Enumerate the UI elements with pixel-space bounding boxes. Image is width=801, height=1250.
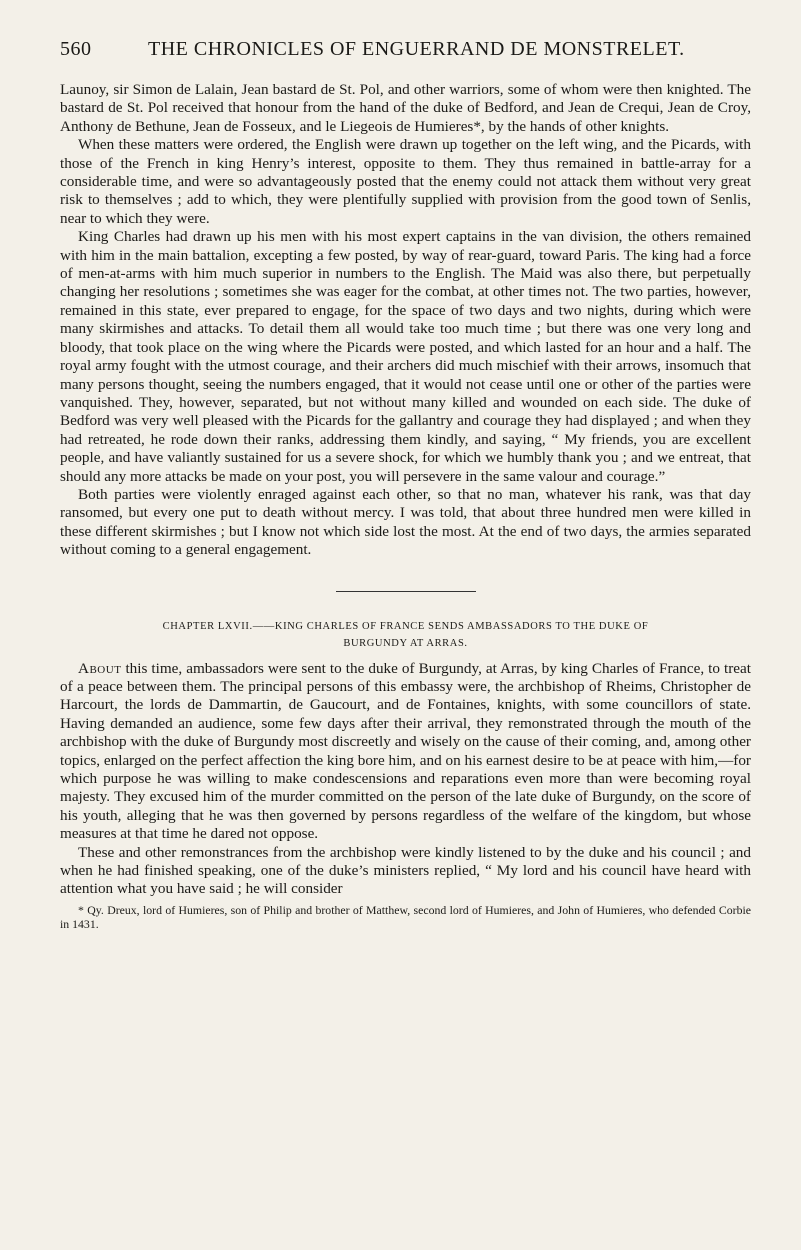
page-number: 560: [60, 38, 92, 60]
opening-word: About: [78, 659, 122, 677]
chapter-heading: [60, 618, 751, 652]
paragraph: Launoy, sir Simon de Lalain, Jean bastard de St. Pol, and other warriors, some of whom were then knighted. The bastard de St. Pol received that honour from the hand of the duke of Bedford, and Jean de Crequi, Jean de Croy, Anthony de Bethune, Jean de Fosseux, and le Liegeois de Humieres*, by the hands of other knights.: [60, 81, 751, 135]
footnote-text: * Qy. Dreux, lord of Humieres, son of Philip and brother of Matthew, second lord of Humieres, and John of Humieres, who defended Corbie in 1431.: [60, 902, 751, 931]
paragraph: These and other remonstrances from the archbishop were kindly listened to by the duke and his council ; and when he had finished speaking, one of the duke’s ministers replied, “ My lord and his council have heard with attention what you have said ; he will consider: [60, 843, 751, 898]
chapter-heading-line: CHAPTER LXVII.——KING CHARLES OF FRANCE SENDS AMBASSADORS TO THE DUKE OF: [162, 620, 649, 632]
chapter-heading-line: BURGUNDY AT ARRAS.: [343, 637, 468, 649]
section-divider: [336, 591, 476, 592]
running-title: THE CHRONICLES OF ENGUERRAND DE MONSTRELET.: [148, 38, 685, 60]
paragraph: Both parties were violently enraged against each other, so that no man, whatever his rank, was that day ransomed, but every one put to death without mercy. I was told, that about three hundred men were killed in these different skirmishes ; but I know not which side lost the most. At the end of two days, the armies separated without coming to a general engagement.: [60, 485, 751, 559]
paragraph: When these matters were ordered, the English were drawn up together on the left wing, and the Picards, with those of the French in king Henry’s interest, opposite to them. They thus remained in battle-array for a considerable time, and were so advantageously posted that the enemy could not attack them without very great risk to themselves ; add to which, they were plentifully supplied with provision from the good town of Senlis, near to which they were.: [60, 136, 751, 227]
chapter-text: [60, 660, 751, 899]
footnote: [60, 903, 751, 931]
page-header: [60, 38, 751, 61]
paragraph: King Charles had drawn up his men with his most expert captains in the van division, the others remained with him in the main battalion, excepting a few posted, by way of rear-guard, toward Paris. The king had a force of men-at-arms with him much superior in numbers to the English. The Maid was also there, but perpetually changing her resolutions ; sometimes she was eager for the combat, at other times not. The two parties, however, remained in this state, ever prepared to engage, for the space of two days and two nights, during which were many skirmishes and attacks. To detail them all would take too much time ; but there was one very long and bloody, that took place on the wing where the Picards were posted, and which lasted for an hour and a half. The royal army fought with the utmost courage, and their archers did much mischief with their arrows, insomuch that many persons thought, seeing the numbers engaged, that it would not cease until one or other of the parties were vanquished. They, however, separated, but not without many killed and wounded on each side. The duke of Bedford was very well pleased with the Picards for the gallantry and courage they had displayed ; and when they had retreated, he rode down their ranks, addressing them kindly, and saying, “ My friends, you are excellent people, and have valiantly sustained for us a severe shock, for which we humbly thank you ; and we entreat, that should any more attacks be made on your post, you will persevere in the same valour and courage.”: [60, 228, 751, 485]
paragraph-text: this time, ambassadors were sent to the duke of Burgundy, at Arras, by king Charles of France, to treat of a peace between them. The principal persons of this embassy were, the archbishop of Rheims, Christopher de Harcourt, the lords de Dammartin, de Gaucourt, and de Fontaines, knights, with some councillors of state. Having demanded an audience, some few days after their arrival, they remonstrated through the mouth of the archbishop with the duke of Burgundy most discreetly and wisely on the cause of their coming, and, among other topics, enlarged on the perfect affection the king bore him, and on his earnest desire to be at peace with him,—for which purpose he was willing to make condescensions and reparations even more than were becoming royal majesty. They excused him of the murder committed on the person of the late duke of Burgundy, on the score of his youth, alleging that he was then governed by persons regardless of the welfare of the kingdom, but whose measures at that time he dared not oppose.: [60, 659, 751, 843]
main-text: [60, 81, 751, 560]
paragraph: [60, 660, 751, 844]
